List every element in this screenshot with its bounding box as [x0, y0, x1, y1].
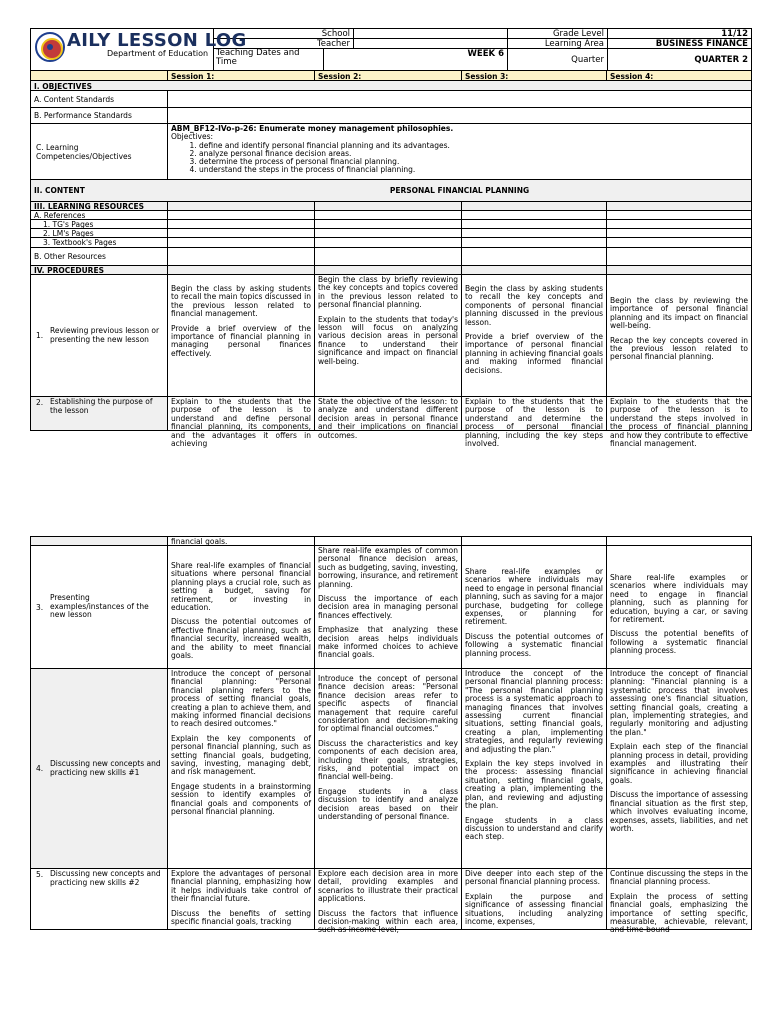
session-4-header: Session 4:	[610, 72, 654, 81]
procedure-4-session-1: Introduce the concept of personal financial planning: "Personal financial planning refers to the process of setting financial goals, creating a plan to achieve them, and making informed financial decisions to reach desired outcomes." Explain the key components of personal financial planning, such as setting financial goals, budgeting, saving, investing, managing debt, and risk management. Engage students in a brainstorming session to identify examples of financial goals and components of personal financial planning.	[168, 669, 315, 868]
references-row	[31, 211, 751, 220]
sessions-header-row	[31, 71, 751, 81]
content-section-row	[31, 180, 751, 202]
lm-pages-label: 2. LM's Pages	[31, 229, 168, 237]
references-label: A. References	[31, 211, 168, 219]
procedure-5-session-2: Explore each decision area in more detail, providing examples and scenarios to illustrate their practical applications. Discuss the factors that influence decision-making within each area, such as income level,	[315, 869, 462, 929]
procedure-3-session-1: Share real-life examples of financial situations where personal financial planning plays a crucial role, such as setting a budget, saving for retirement, or investing in education. Discuss the potential outcomes of effective financial planning, such as financial security, increased wealth, and the ability to meet financial goals.	[168, 546, 315, 668]
lesson-log-page-2	[30, 536, 752, 935]
procedure-5-session-3: Dive deeper into each step of the personal financial planning process. Explain the purpose and significance of assessing financial situations, including analyzing income, expenses,	[462, 869, 607, 929]
procedure-row-4	[31, 669, 751, 869]
objectives-label: Objectives:	[171, 132, 213, 142]
school-label: School	[214, 29, 354, 38]
page-title: AILY LESSON LOG	[67, 30, 247, 51]
content-standards-row	[31, 91, 751, 108]
procedure-5-label: 5. Discussing new concepts and practicing new skills #2	[31, 869, 168, 929]
school-value	[354, 29, 507, 38]
content-standards-value	[168, 98, 751, 100]
procedure-4-session-3: Introduce the concept of the personal financial planning process: "The personal financial planning process is a systematic approach to managing finances that involves assessing current financial situations, setting financial goals, creating a plan, implementing strategies, and regularly reviewing and adjusting the plan." Explain the key steps involved in the process: assessing financial situation, setting financial goals, creating a plan, implementing the plan, and reviewing and adjusting the plan. Engage students in a class discussion to understand and clarify each step.	[462, 669, 607, 868]
procedures-section-row	[31, 266, 751, 275]
learning-area-label: Learning Area	[508, 39, 608, 48]
procedure-1-session-2: Begin the class by briefly reviewing the key concepts and topics covered in the previous lesson related to personal financial planning. Explain to the students that today's lesson will focus on analyzing various decision areas in personal finance to understand their significance and impact on financial well-being.	[315, 275, 462, 396]
objectives-list	[171, 142, 748, 175]
procedure-2-session-4: Explain to the students that the purpose of the lesson is to understand the steps involved in the process of financial planning and how they contribute to effective financial management.	[607, 397, 751, 430]
procedure-1-session-1: Begin the class by asking students to recall the main topics discussed in the previous lesson related to financial management. Provide a brief overview of the importance of financial planning in managing personal finances effectively.	[168, 275, 315, 396]
performance-standards-row	[31, 108, 751, 124]
performance-standards-label: B. Performance Standards	[31, 108, 168, 123]
procedure-3-session-2: Share real-life examples of common personal finance decision areas, such as budgeting, saving, investing, borrowing, insurance, and retirement planning. Discuss the importance of each decision area in managing personal finances effectively. Emphasize that analyzing these decision areas helps individuals make informed choices to achieve financial goals.	[315, 546, 462, 668]
procedure-2-session-2: State the objective of the lesson: to analyze and understand different decision areas in personal finance and their implications on financial outcomes.	[315, 397, 462, 430]
learning-area-value: BUSINESS FINANCE	[655, 39, 748, 49]
lesson-log-header	[31, 29, 751, 71]
learning-competencies-value	[168, 124, 751, 179]
objective-item: 3. determine the process of personal financial planning.	[199, 158, 748, 166]
header-school-info	[214, 29, 508, 70]
textbook-pages-row	[31, 238, 751, 248]
procedure-3-session-4: Share real-life examples or scenarios where individuals may need to engage in financial planning, such as planning for education, buying a car, or saving for retirement. Discuss the potential benefits of following a systematic financial planning process.	[610, 573, 748, 656]
learning-resources-row	[31, 202, 751, 211]
week-value: WEEK 6	[467, 49, 504, 59]
procedure-row-1	[31, 275, 751, 397]
header-class-info	[508, 29, 751, 70]
other-resources-row	[31, 248, 751, 266]
quarter-value: QUARTER 2	[694, 54, 748, 65]
procedure-4-label: 4. Discussing new concepts and practicing new skills #1	[31, 669, 168, 868]
procedure-1-label: 1. Reviewing previous lesson or presenting the new lesson	[31, 275, 168, 396]
objective-item: 1. define and identify personal financial planning and its advantages.	[199, 142, 748, 150]
session-3-header: Session 3:	[462, 71, 607, 80]
procedure-2-session-1: Explain to the students that the purpose of the lesson is to understand and define personal financial planning, its components, and the advantages it offers in achieving	[168, 397, 315, 430]
grade-level-value: 11/12	[721, 29, 748, 39]
teacher-value	[354, 39, 507, 48]
content-standards-label: A. Content Standards	[31, 91, 168, 107]
learning-competencies-row	[31, 124, 751, 180]
objective-item: 2. analyze personal finance decision areas.	[199, 150, 748, 158]
procedure-1-session-3: Begin the class by asking students to recall the key concepts and components of personal financial planning discussed in the previous lesson. Provide a brief overview of the importance of personal financial planning in achieving financial goals and making informed financial decisions.	[462, 275, 607, 396]
objective-item: 4. understand the steps in the process of financial planning.	[199, 166, 748, 174]
tg-pages-row	[31, 220, 751, 229]
session-2-header: Session 2:	[315, 71, 462, 80]
textbook-pages-label: 3. Textbook's Pages	[31, 238, 168, 247]
procedure-4-session-2: Introduce the concept of personal finance decision areas: "Personal finance decision areas refer to specific aspects of financial management that require careful consideration and decision-making for optimal financial outcomes." Discuss the characteristics and key components of each decision area, including their goals, strategies, risks, and potential impact on financial well-being. Engage students in a class discussion to identify and analyze decision areas based on their understanding of personal finance.	[315, 669, 462, 868]
procedure-3-session-3: Share real-life examples or scenarios where individuals may need to engage in personal financial planning, such as saving for a major purchase, budgeting for college expenses, or planning for retirement. Discuss the potential outcomes of following a systematic financial planning process.	[462, 546, 607, 668]
lesson-log-page-1	[30, 28, 752, 449]
content-value: PERSONAL FINANCIAL PLANNING	[389, 186, 530, 195]
procedure-row-5	[31, 869, 751, 935]
procedure-row-2-continued	[31, 537, 751, 546]
other-resources-label: B. Other Resources	[31, 248, 168, 265]
procedure-5-session-4: Continue discussing the steps in the financial planning process. Explain the process of setting financial goals, emphasizing the importance of setting specific, measurable, achievable, relevant, and time-bound	[610, 869, 748, 935]
performance-standards-value	[168, 108, 751, 123]
content-heading: II. CONTENT	[34, 186, 85, 195]
session-1-header: Session 1:	[168, 71, 315, 80]
objectives-section-row	[31, 81, 751, 91]
learning-resources-heading: III. LEARNING RESOURCES	[31, 202, 168, 210]
objectives-heading: I. OBJECTIVES	[34, 82, 92, 91]
procedure-2-session-1-continued: financial goals.	[168, 537, 315, 545]
department-name: Department of Education	[107, 49, 209, 58]
procedure-4-session-4: Introduce the concept of financial planning: "Financial planning is a systematic process that involves assessing one's financial situation, setting financial goals, creating a plan, implementing strategies, and regularly monitoring and adjusting the plan." Explain each step of the financial planning process in detail, providing examples and illustrating their significance in achieving financial goals. Discuss the importance of assessing financial situation as the first step, which involves evaluating income, expenses, assets, liabilities, and net worth.	[607, 669, 751, 868]
grade-level-label: Grade Level	[508, 29, 608, 38]
procedure-2-label: 2. Establishing the purpose of the lesson	[31, 397, 168, 430]
procedure-row-2	[31, 397, 751, 449]
deped-seal-icon	[35, 32, 65, 62]
procedure-1-session-4: Begin the class by reviewing the importance of personal financial planning and its impact on financial well-being. Recap the key concepts covered in the previous lesson related to personal financial planning.	[610, 296, 748, 362]
procedures-heading: IV. PROCEDURES	[31, 266, 168, 274]
quarter-label: Quarter	[508, 49, 608, 70]
competency-code: ABM_BF12-IVo-p-26: Enumerate money management philosophies.	[171, 124, 454, 133]
tg-pages-label: 1. TG's Pages	[31, 220, 168, 228]
learning-competencies-label: C. Learning Competencies/Objectives	[31, 124, 168, 179]
dates-label: Teaching Dates and Time	[214, 49, 324, 70]
procedure-2-session-3: Explain to the students that the purpose of the lesson is to understand and determine the process of personal financial planning, including the key steps involved.	[462, 397, 607, 430]
procedure-row-3	[31, 546, 751, 669]
teacher-label: Teacher	[214, 39, 354, 48]
procedure-5-session-1: Explore the advantages of personal financial planning, emphasizing how it helps individuals take control of their financial future. Discuss the benefits of setting specific financial goals, tracking	[168, 869, 315, 929]
header-logo-block	[31, 29, 247, 70]
procedure-3-label: 3. Presenting examples/instances of the new lesson	[31, 546, 168, 668]
lm-pages-row	[31, 229, 751, 238]
